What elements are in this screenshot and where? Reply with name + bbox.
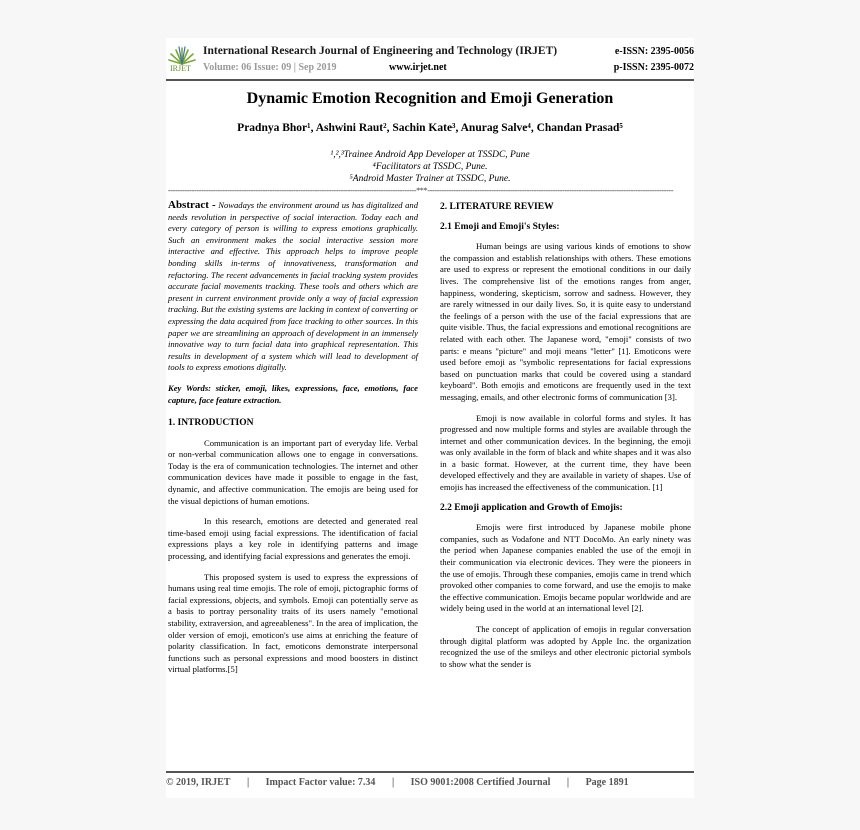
affiliation-3: ⁵Android Master Trainer at TSSDC, Pune. (349, 174, 511, 184)
footer-divider (166, 771, 694, 773)
paper-authors: Pradnya Bhor¹, Ashwini Raut², Sachin Kate³, Anurag Salve⁴, Chandan Prasad⁵ (237, 122, 623, 134)
footer-copyright: © 2019, IRJET (166, 777, 231, 788)
section-separator: ---------------------------------------------------------------------------------------------------------***-------------------------------------------------------------------------------------------------------- (168, 186, 674, 195)
p-issn: p-ISSN: 2395-0072 (613, 62, 694, 73)
journal-name: International Research Journal of Engineering and Technology (IRJET) (203, 45, 558, 57)
paper-title: Dynamic Emotion Recognition and Emoji Generation (246, 90, 614, 107)
subsection-heading: 2.1 Emoji and Emoji's Styles: (440, 221, 560, 232)
right-column (440, 200, 691, 679)
affiliation-2: ⁴Facilitators at TSSDC, Pune. (372, 162, 488, 172)
footer-separator: | (391, 777, 395, 788)
subsection-heading: 2.2 Emoji application and Growth of Emojis: (440, 502, 623, 513)
affiliation-1: ¹,²,³Trainee Android App Developer at TSSDC, Pune (330, 150, 530, 160)
journal-header (166, 40, 694, 80)
footer-separator: | (566, 777, 570, 788)
footer-separator: | (246, 777, 250, 788)
literature-heading: 2. LITERATURE REVIEW (440, 202, 554, 212)
abstract (168, 200, 418, 374)
logo-text: IRJET (170, 64, 191, 73)
literature-paragraph: Emojis were first introduced by Japanese mobile phone companies, such as Vodafone and NTT DocoMo. An early ninety was the period when Japanese companies enabled the use of the emoji in their communication via electronic devices. They were the pioneers in the use of emojis. Through these companies, emojis came in trend which provoked other companies to come forward, and use the emojis to make the effective communication. Emojis became popular worldwide and are widely being used in the world at an international level [2]. (440, 522, 691, 614)
footer-impact-factor: Impact Factor value: 7.34 (265, 777, 376, 788)
journal-website-link[interactable]: www.irjet.net (389, 62, 447, 73)
intro-paragraph: Communication is an important part of everyday life. Verbal or non-verbal communication allows one to engage in conversations. Today is the era of communication technologies. The internet and other communication devices have made it possible to engage in the fast, dynamic, and affective communication. The emojis are being used for the visual depictions of human emotions. (168, 437, 418, 506)
literature-paragraph: Emoji is now available in colorful forms and styles. It has progressed and now multiple forms and styles are available through the internet and other communication devices. In the beginning, the emoji was only available in the form of black and white shapes and it was also in a basic format. However, at the current time, they have been developed effectively and they are available in variety of shapes. Use of emojis has increased the effectiveness of the communication. [1] (440, 412, 691, 493)
keywords: Key Words: sticker, emoji, likes, expressions, face, emotions, face capture, face feature extraction. (168, 382, 418, 405)
page-footer (166, 777, 694, 788)
abstract-heading: Abstract - (168, 199, 216, 211)
footer-page-number: Page 1891 (585, 777, 629, 788)
left-column (168, 200, 418, 685)
intro-paragraph: This proposed system is used to express the expressions of humans using real time emojis. The role of emoji, pictographic forms of facial expressions, objects, and symbols. Emoji can potentially serve as a basis to portray personality traits of its users namely "emotional stability, extraversion, and agreeableness". In the area of implication, the older version of emoji, emoticon's use aims at enriching the feature of polarity classification. In fact, emoticons demonstrate interpersonal functions such as personal expressions and mood boosters in distinct virtual platforms.[5] (168, 571, 418, 675)
header-divider (166, 79, 694, 81)
volume-issue: Volume: 06 Issue: 09 | Sep 2019 (203, 62, 337, 73)
literature-paragraph: The concept of application of emojis in regular conversation through digital platform was adopted by Apple Inc. the organization recognized the use of the smileys and other electronic pictorial symbols to show what the sender is (440, 624, 691, 669)
intro-paragraph: In this research, emotions are detected and generated real time-based emoji using facial expressions. The identification of facial expressions plays a key role in identifying patterns and image processing, and identifying facial expressions and generates the emoji. (168, 516, 418, 562)
e-issn: e-ISSN: 2395-0056 (614, 46, 694, 57)
abstract-text: Nowadays the environment around us has digitalized and needs revolution in perspective of social interaction. Today each and every category of person is willing to express emotions graphically. Such an environment makes the social interactive session more interactive and effective. This approach helps to improve people bonding skills in-terms of innovativeness, transformation and refactoring. The recent advancements in facial tracking system provides accurate facial movements tracking. These tools and others which are present in current environment provide only a way of facial expression tracking. But the existing systems are lacking in context of converting or expressing the data acquired from face tracking to other sources. In this paper we are streamlining an approach of development in an immensely innovative way to turn facial data into graphical representation. This results in development of a system which will lead to development of tools to express emotions digitally. (168, 200, 418, 373)
footer-iso: ISO 9001:2008 Certified Journal (410, 777, 551, 788)
literature-paragraph: Human beings are using various kinds of emotions to show the compassion and establish relationships with others. These emotions are used to express or represent the emotional conditions in our daily lives. The comprehensive list of the emotions ranges from anger, happiness, wondering, skepticism, sorrow and sadness. However, they are rarely witnessed in our daily lives. So, it is quite easy to understand the feelings of a person with the use of the facial expressions that are quite visible. Thus, the facial expressions and emotional recognitions are related with each other. The Japanese word, "emoji" consists of two parts: e means "picture" and moji means "letter" [1]. Emoticons were used before emoji as "symbolic representations for facial expressions based on punctuation marks that could be covered using a standard keyboard". Both emojis and emoticons are frequently used in the text messaging, emails, and other electronic forms of communication [3]. (440, 241, 691, 402)
intro-heading: 1. INTRODUCTION (168, 418, 254, 429)
